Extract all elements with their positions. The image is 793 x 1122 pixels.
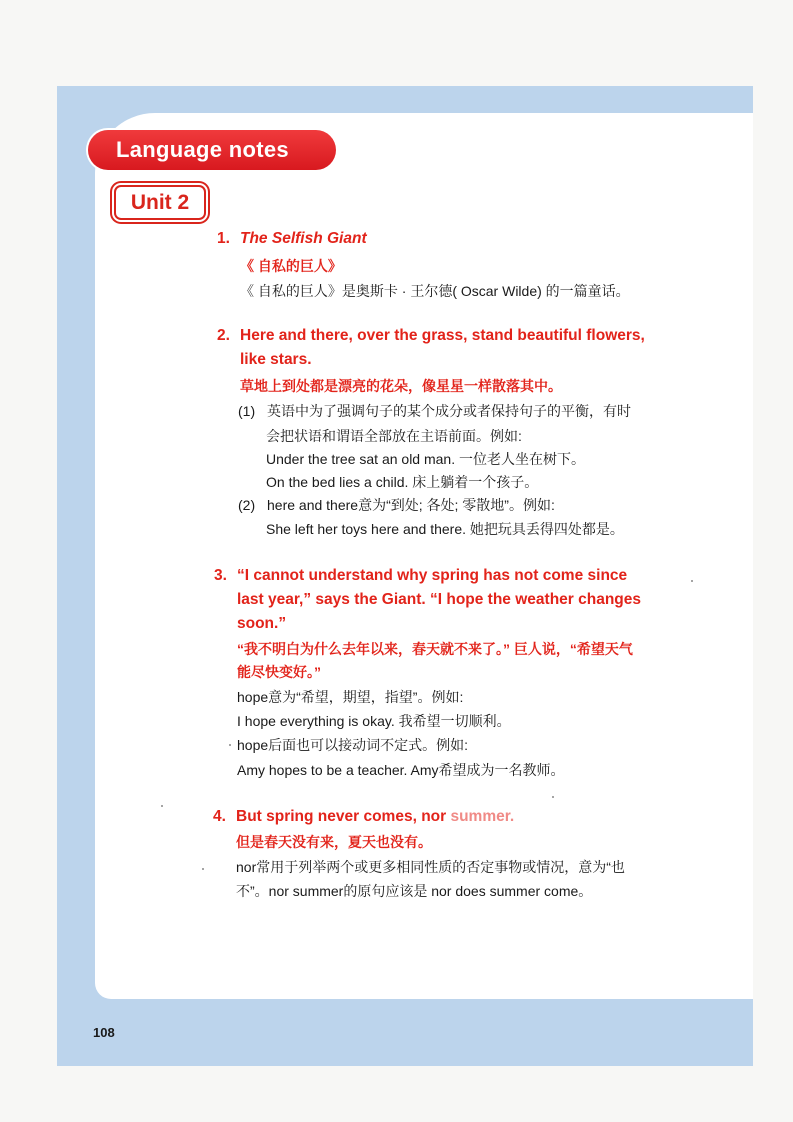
note-3-body-line-4: Amy hopes to be a teacher. Amy希望成为一名教师。 — [237, 762, 565, 778]
note-3-heading-line-1: “I cannot understand why spring has not come since — [237, 567, 628, 584]
note-3-heading-line-3: soon.” — [237, 615, 287, 632]
note-2-item-1-line-1: 英语中为了强调句子的某个成分或者保持句子的平衡，有时 — [267, 403, 631, 419]
note-2-item-2-marker: (2) — [238, 497, 256, 513]
note-4-body-line-1: nor常用于列举两个或更多相同性质的否定事物或情况，意为“也 — [236, 859, 625, 875]
note-1-number: 1. — [217, 230, 230, 247]
note-3-body-line-1: hope意为“希望，期望，指望”。例如: — [237, 689, 464, 705]
note-3-translation-line-2: 能尽快变好。” — [237, 664, 321, 680]
scan-speck — [691, 580, 693, 582]
note-3-heading-line-2: last year,” says the Giant. “I hope the weather changes — [237, 591, 642, 608]
note-4-heading — [236, 807, 514, 827]
note-2-number: 2. — [217, 327, 230, 344]
note-2-item-1-marker: (1) — [238, 403, 256, 419]
note-2-translation: 草地上到处都是漂亮的花朵，像星星一样散落其中。 — [240, 378, 562, 394]
page-number: 108 — [93, 1025, 115, 1040]
note-2-item-1-example-2: On the bed lies a child. 床上躺着一个孩子。 — [266, 474, 539, 490]
note-3-body-line-2: I hope everything is okay. 我希望一切顺利。 — [237, 713, 511, 729]
note-4-heading-faded: summer. — [450, 808, 515, 825]
scan-speck — [552, 796, 554, 798]
note-2-item-2-example-1: She left her toys here and there. 她把玩具丢得四处都是。 — [266, 521, 624, 537]
note-4-number: 4. — [213, 808, 226, 825]
note-3-translation-line-1: “我不明白为什么去年以来，春天就不来了。” 巨人说，“希望天气 — [237, 641, 633, 657]
note-2-item-1-example-1: Under the tree sat an old man. 一位老人坐在树下。 — [266, 451, 585, 467]
note-3-number: 3. — [214, 567, 227, 584]
note-2-item-1-line-2: 会把状语和谓语全部放在主语前面。例如: — [266, 428, 522, 444]
note-4-body-line-2: 不”。nor summer的原句应该是 nor does summer come。 — [236, 883, 593, 899]
scan-speck — [161, 805, 163, 807]
scan-speck — [202, 868, 204, 870]
note-3-body-line-3: hope后面也可以接动词不定式。例如: — [237, 737, 469, 753]
note-1-translation: 《 自私的巨人》 — [240, 258, 342, 274]
scan-speck — [229, 744, 231, 746]
note-4-translation: 但是春天没有来，夏天也没有。 — [236, 834, 432, 850]
note-1-body: 《 自私的巨人》是奥斯卡 · 王尔德( Oscar Wilde) 的一篇童话。 — [240, 283, 630, 299]
note-1-heading: The Selfish Giant — [240, 230, 367, 247]
section-title: Language notes — [116, 137, 289, 162]
note-4-heading-main: But spring never comes, nor — [236, 808, 451, 825]
note-2-item-2-line-1: here and there意为“到处; 各处; 零散地”。例如: — [267, 497, 555, 513]
note-2-heading-line-1: Here and there, over the grass, stand beautiful flowers, — [240, 327, 645, 344]
unit-label: Unit 2 — [114, 185, 206, 220]
note-2-heading-line-2: like stars. — [240, 351, 312, 368]
